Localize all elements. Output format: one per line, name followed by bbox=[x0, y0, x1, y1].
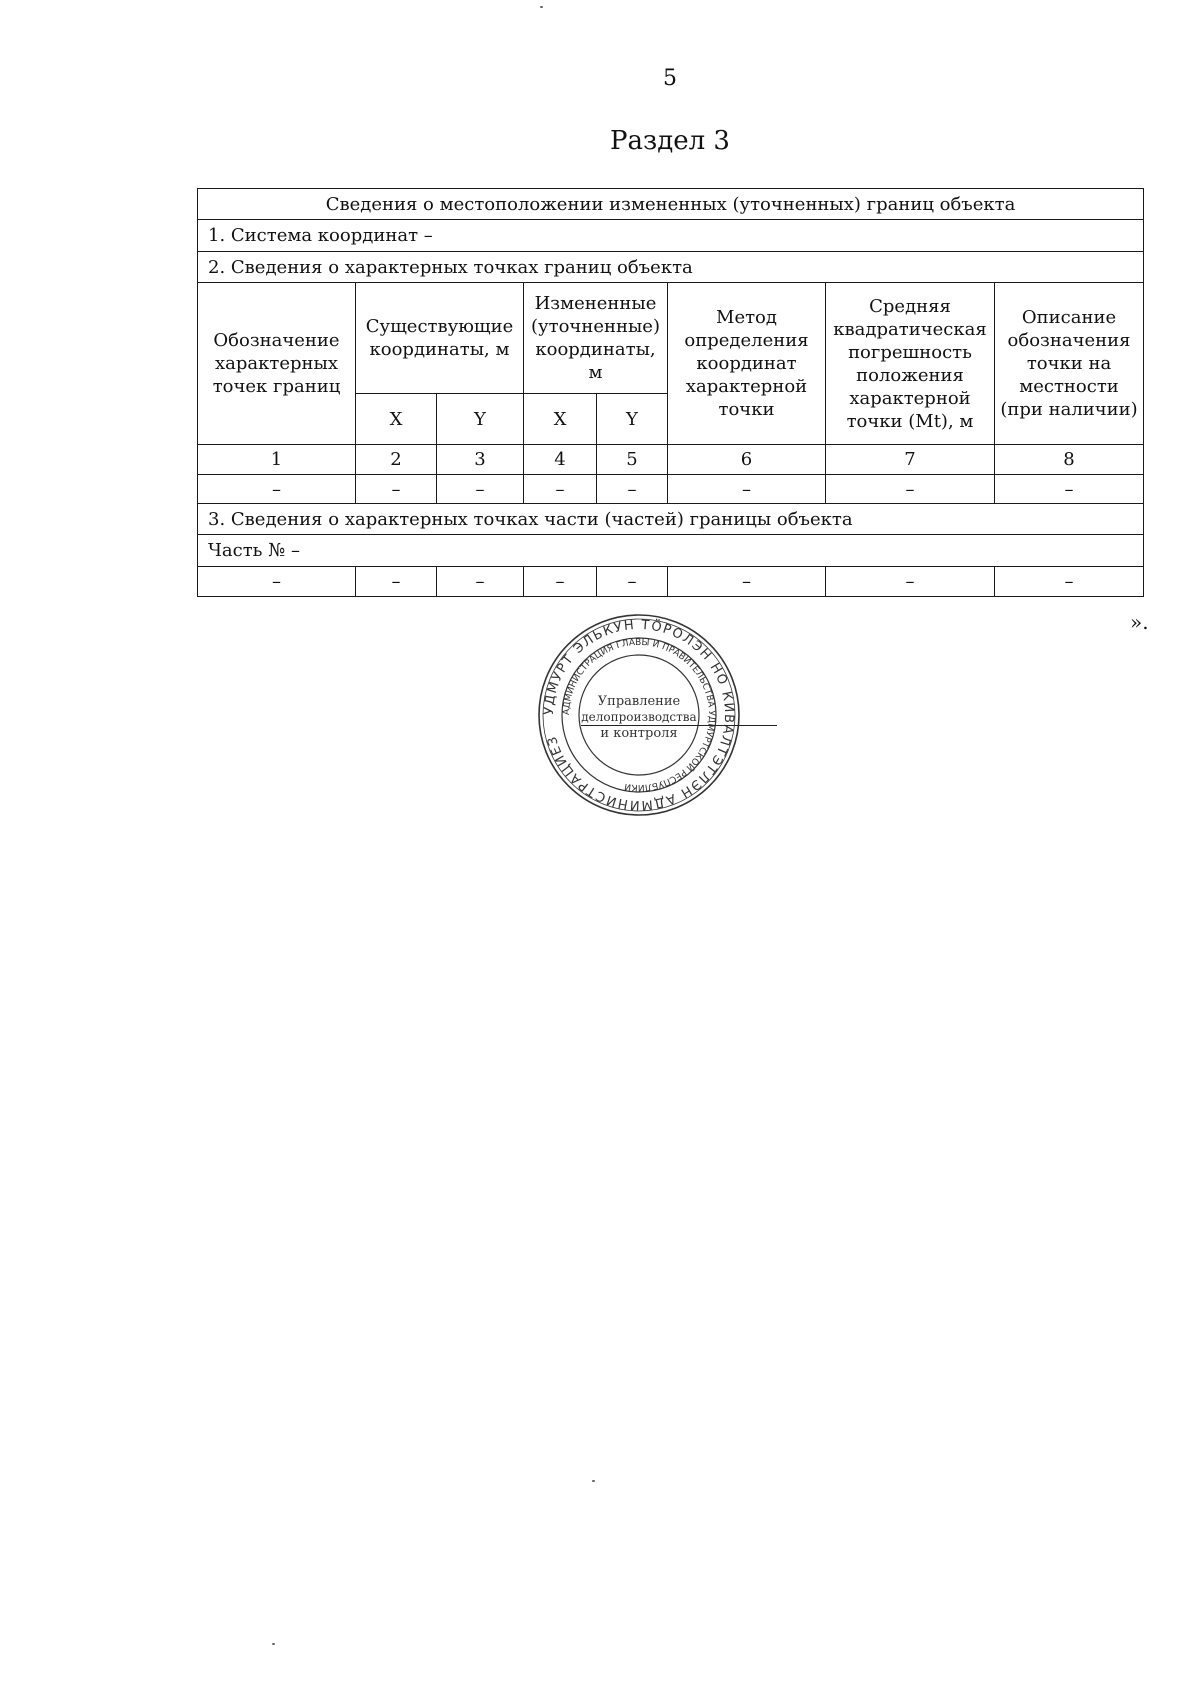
seal-center-line2: делопроизводства bbox=[581, 710, 697, 724]
table-cell: – bbox=[437, 475, 524, 504]
column-number: 1 bbox=[198, 445, 356, 475]
table-cell: – bbox=[995, 475, 1144, 504]
header-error: Средняя квадратическая погрешность положения характерной точки (Mt), м bbox=[826, 283, 995, 445]
column-number: 4 bbox=[524, 445, 597, 475]
header-existing-y: Y bbox=[437, 394, 524, 445]
header-row-1 bbox=[198, 283, 1144, 394]
table-cell: – bbox=[597, 567, 668, 597]
parts-title-row bbox=[198, 504, 1144, 535]
table-cell: – bbox=[524, 567, 597, 597]
seal-center-line3: и контроля bbox=[600, 726, 678, 741]
column-number: 7 bbox=[826, 445, 995, 475]
table-cell: – bbox=[597, 475, 668, 504]
table-title-row bbox=[198, 189, 1144, 220]
table-cell: – bbox=[524, 475, 597, 504]
part-number-label: Часть № – bbox=[198, 535, 1144, 567]
column-number: 6 bbox=[668, 445, 826, 475]
seal-outer-text: УДМУРТ ЭЛЬКУН ТӦРОЛЭН НО КИВАЛТЭТЛЭН АДМИНИСТРАЦИЕЗ bbox=[541, 617, 737, 813]
page-number: 5 bbox=[663, 66, 677, 91]
header-changed-coords: Измененные (уточненные) координаты, м bbox=[524, 283, 668, 394]
table-cell: – bbox=[826, 567, 995, 597]
column-number: 5 bbox=[597, 445, 668, 475]
signature-line bbox=[581, 725, 777, 726]
table-cell: – bbox=[437, 567, 524, 597]
points-data-row bbox=[198, 475, 1144, 504]
column-number: 2 bbox=[356, 445, 437, 475]
boundary-table bbox=[197, 188, 1144, 597]
parts-data-row bbox=[198, 567, 1144, 597]
scan-speck bbox=[540, 6, 543, 8]
coord-system-label: 1. Система координат – bbox=[198, 220, 1144, 252]
header-existing-x: X bbox=[356, 394, 437, 445]
points-title: 2. Сведения о характерных точках границ объекта bbox=[198, 252, 1144, 283]
scan-speck bbox=[592, 1480, 595, 1482]
closing-quote: ». bbox=[1130, 610, 1149, 634]
table-cell: – bbox=[995, 567, 1144, 597]
table-cell: – bbox=[198, 567, 356, 597]
official-seal-stamp bbox=[535, 611, 743, 819]
coord-system-row bbox=[198, 220, 1144, 252]
column-numbers-row bbox=[198, 445, 1144, 475]
header-method: Метод определения координат характерной точки bbox=[668, 283, 826, 445]
table-cell: – bbox=[668, 475, 826, 504]
header-existing-coords: Существующие координаты, м bbox=[356, 283, 524, 394]
header-changed-x: X bbox=[524, 394, 597, 445]
scan-speck bbox=[272, 1643, 275, 1645]
table-title: Сведения о местоположении измененных (уточненных) границ объекта bbox=[198, 189, 1144, 220]
table-cell: – bbox=[198, 475, 356, 504]
table-cell: – bbox=[356, 475, 437, 504]
column-number: 8 bbox=[995, 445, 1144, 475]
points-title-row bbox=[198, 252, 1144, 283]
header-changed-y: Y bbox=[597, 394, 668, 445]
table-cell: – bbox=[668, 567, 826, 597]
header-description: Описание обозначения точки на местности (при наличии) bbox=[995, 283, 1144, 445]
part-number-row bbox=[198, 535, 1144, 567]
section-title: Раздел 3 bbox=[610, 126, 730, 156]
column-number: 3 bbox=[437, 445, 524, 475]
parts-title: 3. Сведения о характерных точках части (частей) границы объекта bbox=[198, 504, 1144, 535]
seal-center-line1: Управление bbox=[597, 694, 681, 709]
table-cell: – bbox=[356, 567, 437, 597]
header-designation: Обозначение характерных точек границ bbox=[198, 283, 356, 445]
table-cell: – bbox=[826, 475, 995, 504]
seal-inner-text: АДМИНИСТРАЦИЯ ГЛАВЫ И ПРАВИТЕЛЬСТВА УДМУРТСКОЙ РЕСПУБЛИКИ bbox=[561, 637, 717, 793]
